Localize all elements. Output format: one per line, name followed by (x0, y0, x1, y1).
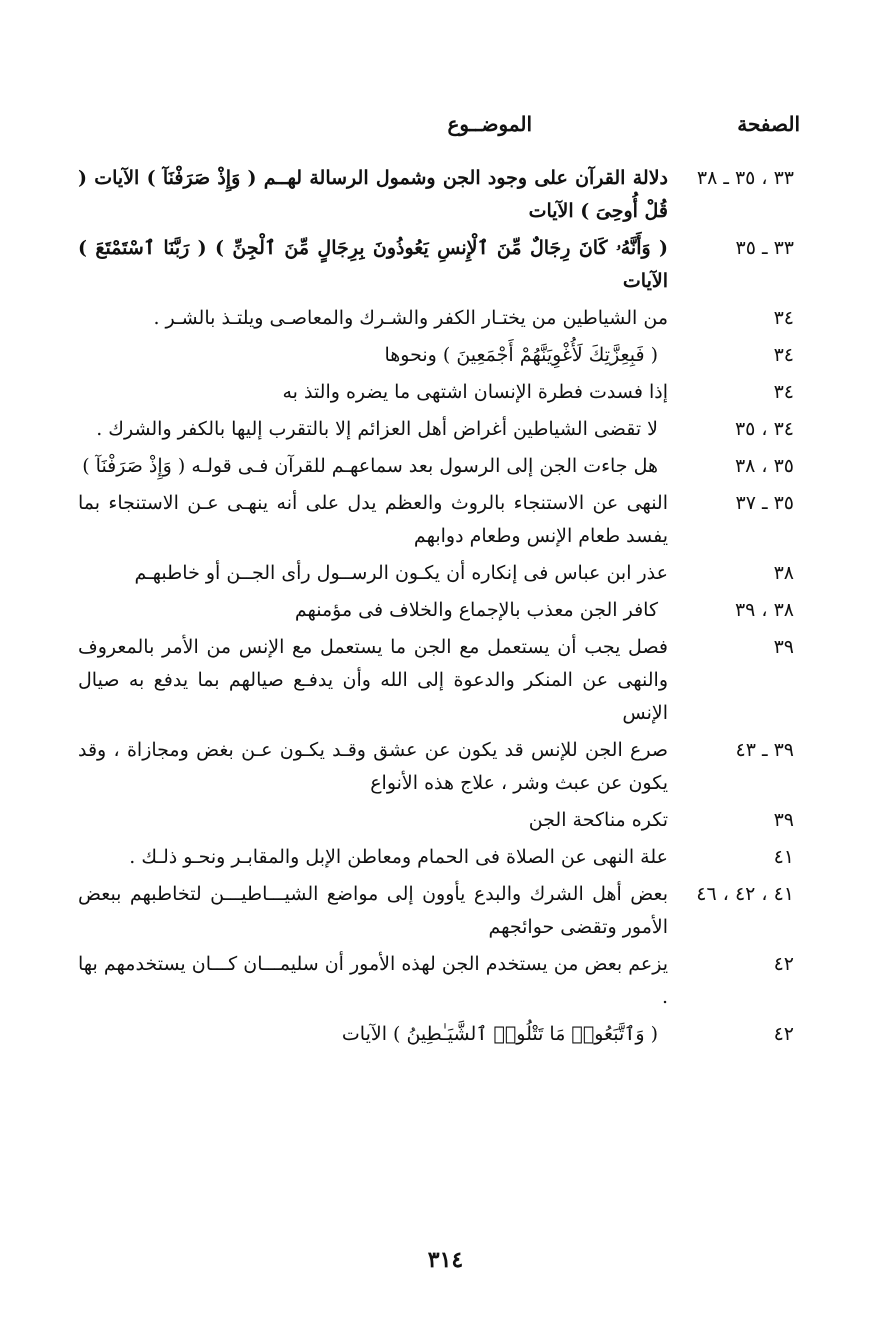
entry-text: علة النهى عن الصلاة فى الحمام ومعاطن الإبل والمقابـر ونحـو ذلـك . (129, 846, 668, 868)
entry-pages: ٤١ (773, 846, 794, 868)
topic-column-label: الموضــوع (447, 112, 532, 136)
index-entry (78, 302, 800, 335)
entry-text: هل جاءت الجن إلى الرسول بعد سماعهـم للقرآن فـى قولـه ( وَإِذْ صَرَفْنَآ ) (82, 455, 658, 477)
index-entry (78, 339, 800, 372)
page-column-label: الصفحة (737, 112, 800, 136)
entry-pages: ٣٤ (773, 344, 794, 366)
entry-text: تكره مناكحة الجن (528, 809, 668, 831)
entry-pages: ٤١ ، ٤٢ ، ٤٦ (696, 883, 794, 905)
entry-text: فصل يجب أن يستعمل مع الجن ما يستعمل مع الإنس من الأمر بالمعروف والنهى عن المنكر والدعوة إلى الله وأن يدفـع صيالهم بما يدفع به صيال الإنس (78, 636, 668, 724)
entry-text: ( وَأَنَّهُۥ كَانَ رِجَالٌ مِّنَ ٱلْإِنسِ يَعُوذُونَ بِرِجَالٍ مِّنَ ٱلْجِنِّ ) ( رَبَّنَا ٱسْتَمْتَعَ ) الآيات (78, 237, 668, 292)
entry-text: لا تقضى الشياطين أغراض أهل العزائم إلا بالتقرب إليها بالكفر والشرك . (96, 418, 658, 440)
entry-pages: ٣٨ (773, 562, 794, 584)
index-entry (78, 594, 800, 627)
entry-pages: ٣٣ ، ٣٥ ـ ٣٨ (696, 167, 794, 189)
entry-pages: ٣٤ (773, 381, 794, 403)
index-entry (78, 734, 800, 800)
page-number: ٣١٤ (427, 1247, 464, 1273)
entry-text: من الشياطين من يختـار الكفر والشـرك والمعاصـى ويلتـذ بالشـر . (153, 307, 668, 329)
index-entry (78, 487, 800, 553)
index-entry (78, 413, 800, 446)
entry-pages: ٣٤ ، ٣٥ (734, 418, 794, 440)
entry-text: يزعم بعض من يستخدم الجن لهذه الأمور أن سليمـــان كـــان يستخدمهم بها . (78, 953, 668, 1008)
index-entry (78, 841, 800, 874)
entry-pages: ٣٨ ، ٣٩ (734, 599, 794, 621)
entry-pages: ٤٢ (773, 953, 794, 975)
index-entry (78, 878, 800, 944)
entry-text: صرع الجن للإنس قد يكون عن عشق وقـد يكـون عـن بغض ومجازاة ، وقد يكون عن عبث وشر ، علاج هذه الأنواع (78, 739, 668, 794)
entry-text: ( فَبِعِزَّتِكَ لَأُغْوِيَنَّهُمْ أَجْمَعِينَ ) ونحوها (384, 344, 658, 366)
index-entry (78, 557, 800, 590)
index-entry (78, 948, 800, 1014)
column-header (80, 112, 800, 142)
index-entry (78, 162, 800, 228)
entry-text: إذا فسدت فطرة الإنسان اشتهى ما يضره والتذ به (282, 381, 668, 403)
index-entry (78, 450, 800, 483)
entry-pages: ٤٢ (773, 1023, 794, 1045)
index-entry (78, 804, 800, 837)
entry-pages: ٣٩ ـ ٤٣ (735, 739, 794, 761)
entry-text: كافر الجن معذب بالإجماع والخلاف فى مؤمنهم (294, 599, 658, 621)
index-entry (78, 376, 800, 409)
entry-text: ( وَٱتَّبَعُوا۟ مَا تَتْلُوا۟ ٱلشَّيَـٰطِينُ ) الآيات (341, 1023, 658, 1045)
index-entries (78, 162, 800, 1055)
index-entry (78, 1018, 800, 1051)
entry-pages: ٣٩ (773, 636, 794, 658)
entry-pages: ٣٥ ، ٣٨ (734, 455, 794, 477)
index-entry (78, 232, 800, 298)
entry-text: بعض أهل الشرك والبدع يأوون إلى مواضع الشيـــاطيـــن لتخاطبهم ببعض الأمور وتقضى حوائجهم (78, 883, 668, 938)
entry-pages: ٣٩ (773, 809, 794, 831)
entry-pages: ٣٣ ـ ٣٥ (735, 237, 794, 259)
entry-pages: ٣٤ (773, 307, 794, 329)
entry-text: عذر ابن عباس فى إنكاره أن يكـون الرســول رأى الجــن أو خاطبهـم (134, 562, 668, 584)
entry-text: النهى عن الاستنجاء بالروث والعظم يدل على أنه ينهـى عـن الاستنجاء بما يفسد طعام الإنس وطعام دوابهم (78, 492, 668, 547)
entry-text: دلالة القرآن على وجود الجن وشمول الرسالة لهــم ( وَإِذْ صَرَفْنَآ ) الآيات ( قُلْ أُوحِىَ ) الآيات (78, 167, 668, 222)
index-entry (78, 631, 800, 730)
entry-pages: ٣٥ ـ ٣٧ (735, 492, 794, 514)
